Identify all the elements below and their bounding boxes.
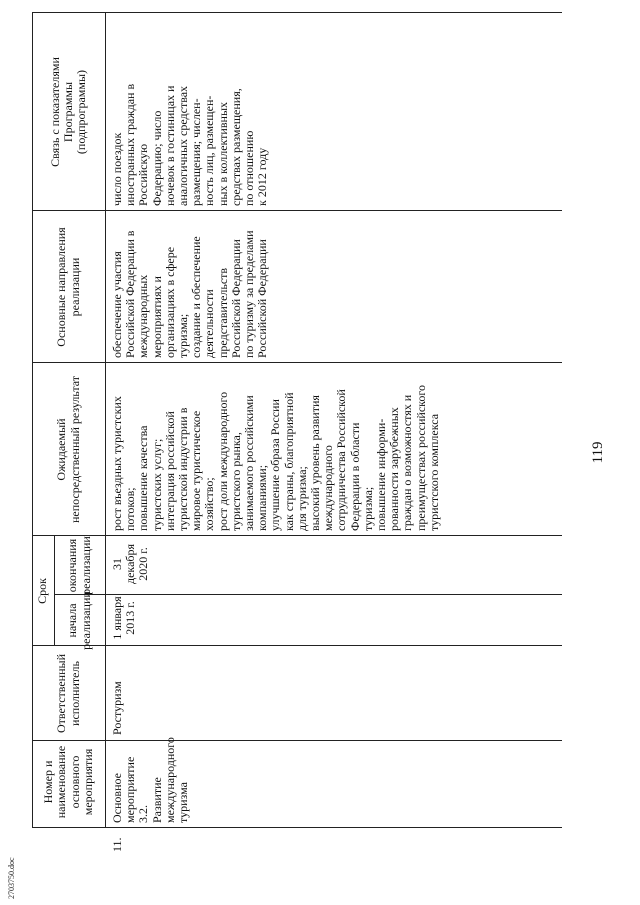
col-divider xyxy=(32,645,562,646)
header-term-end: окончания реализации xyxy=(65,536,93,595)
table-border-left xyxy=(32,827,562,828)
table-border-right xyxy=(32,12,562,13)
document-id: 2703750.doc xyxy=(7,857,16,899)
row-start-date: 1 января 2013 г. xyxy=(110,596,138,640)
header-term: Срок xyxy=(35,578,50,604)
row-directions: обеспечение участия Российской Федерации в международных мероприятиях и организациях в сфере туризма; создание и обеспечение деятельности представительств Российской Федерации по туризму за пределами Российской Федерации xyxy=(110,230,270,358)
header-divider xyxy=(105,13,106,828)
row-number: 11. xyxy=(110,837,124,852)
row-end-date: 31 декабря 2020 г. xyxy=(110,543,151,585)
header-result: Ожидаемый непосредственный результат xyxy=(54,376,82,523)
measures-table xyxy=(32,13,562,852)
row-indicators-link: число поездок иностранных граждан в Российскую Федерацию; число ночевок в гостиницах и аналогичных средствах размещения; числен- ность лиц, размещен- ных в коллективных средствах размещения, по отношению к 2012 году xyxy=(110,83,270,206)
row-measure-name: Основное мероприятие 3.2. Развитие международного туризма xyxy=(110,737,191,823)
header-executor: Ответственный исполнитель xyxy=(54,653,82,734)
header-link: Связь с показателями Программы (подпрограммы) xyxy=(47,57,89,167)
row-executor: Ростуризм xyxy=(110,681,124,735)
header-number-name: Номер и наименование основного мероприятия xyxy=(41,745,95,819)
row-expected-result: рост въездных туристских потоков; повышение качества туристских услуг; интеграция российской туристской индустрии в мировое туристическое хозяйство; рост доли международного туристского рынка, занимаемого российскими компаниями; улучшение образа России как страны, благоприятной для туризма; высокий уровень развития международного сотрудничества Российской Федерации в области туризма; повышение информи- рованности зарубежных граждан о возможностях и преимуществах российского туристского комплекса xyxy=(110,385,441,531)
header-term-start: начала реализации xyxy=(65,591,93,650)
page-number: 119 xyxy=(590,441,606,464)
header-directions: Основные направления реализации xyxy=(54,227,82,347)
